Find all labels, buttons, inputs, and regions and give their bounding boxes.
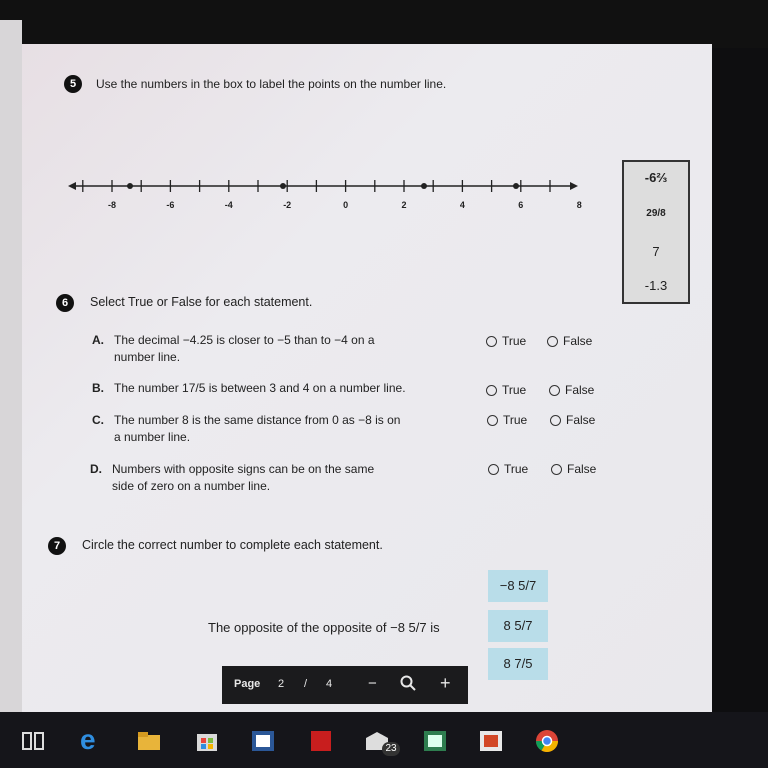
radio-icon bbox=[486, 385, 497, 396]
radio-icon bbox=[547, 336, 558, 347]
choice-3[interactable]: 8 7/5 bbox=[488, 648, 548, 680]
statement-c-false[interactable]: False bbox=[550, 413, 595, 427]
tick-label: 2 bbox=[401, 200, 407, 210]
mail-count-badge: 23 bbox=[382, 742, 400, 756]
search-zoom-icon[interactable] bbox=[400, 675, 416, 694]
page-separator: / bbox=[304, 678, 308, 690]
tick-label: 0 bbox=[343, 200, 349, 210]
store-icon[interactable] bbox=[194, 728, 220, 754]
edge-browser-icon[interactable]: e bbox=[80, 724, 96, 755]
point-4 bbox=[513, 183, 519, 189]
excel-icon[interactable] bbox=[422, 728, 448, 754]
left-arrow bbox=[68, 182, 76, 190]
tick-label: -2 bbox=[283, 200, 292, 210]
page-label: Page bbox=[234, 678, 261, 690]
page-total: 4 bbox=[326, 678, 333, 690]
statement-d-false[interactable]: False bbox=[551, 462, 596, 476]
radio-icon bbox=[487, 415, 498, 426]
statement-a-true[interactable]: True bbox=[486, 334, 526, 348]
box-value-4: -1.3 bbox=[644, 278, 668, 293]
tick-label: 6 bbox=[518, 200, 524, 210]
statement-a: A. The decimal −4.25 is closer to −5 than to −4 on a number line. bbox=[92, 333, 375, 364]
page-current[interactable]: 2 bbox=[278, 678, 285, 690]
word-icon[interactable] bbox=[250, 728, 276, 754]
question-5-prompt: Use the numbers in the box to label the points on the number line. bbox=[96, 77, 447, 91]
number-line-axis bbox=[68, 162, 588, 218]
radio-icon bbox=[486, 336, 497, 347]
box-value-3: 7 bbox=[652, 244, 660, 259]
task-view-icon[interactable] bbox=[20, 728, 46, 754]
number-box bbox=[622, 160, 690, 304]
radio-icon bbox=[488, 464, 499, 475]
question-7-badge: 7 bbox=[48, 537, 66, 555]
question-6-prompt: Select True or False for each statement. bbox=[90, 295, 313, 309]
chrome-icon[interactable] bbox=[534, 728, 560, 754]
worksheet-page bbox=[22, 44, 712, 716]
left-margin-strip bbox=[0, 20, 22, 720]
statement-b-false[interactable]: False bbox=[549, 383, 594, 397]
powerpoint-icon[interactable] bbox=[478, 728, 504, 754]
radio-icon bbox=[549, 385, 560, 396]
statement-a-false[interactable]: False bbox=[547, 334, 592, 348]
statement-b: B. The number 17/5 is between 3 and 4 on a number line. bbox=[92, 381, 406, 395]
question-7-prompt: Circle the correct number to complete each statement. bbox=[82, 538, 383, 552]
question-5-badge: 5 bbox=[64, 75, 82, 93]
page-navigation-bar bbox=[222, 666, 468, 704]
tick-label: -4 bbox=[224, 200, 233, 210]
radio-icon bbox=[551, 464, 562, 475]
question-7-statement: The opposite of the opposite of −8 5/7 is bbox=[208, 620, 440, 635]
radio-icon bbox=[550, 415, 561, 426]
statement-c: C. The number 8 is the same distance from 0 as −8 is on a number line. bbox=[92, 413, 401, 444]
box-value-1: -6⅔ bbox=[644, 170, 668, 185]
tick-label: -6 bbox=[166, 200, 175, 210]
zoom-out-button[interactable]: − bbox=[368, 675, 377, 692]
right-arrow bbox=[570, 182, 578, 190]
red-app-icon[interactable] bbox=[308, 728, 334, 754]
point-2 bbox=[280, 183, 286, 189]
file-explorer-icon[interactable] bbox=[136, 728, 162, 754]
choice-2[interactable]: 8 5/7 bbox=[488, 610, 548, 642]
tick-label: 8 bbox=[576, 200, 582, 210]
question-6-badge: 6 bbox=[56, 294, 74, 312]
zoom-in-button[interactable]: + bbox=[440, 673, 451, 693]
box-value-2: 29/8 bbox=[646, 208, 666, 219]
tick-label: 4 bbox=[459, 200, 465, 210]
monitor-bezel bbox=[0, 0, 768, 48]
statement-d-true[interactable]: True bbox=[488, 462, 528, 476]
point-1 bbox=[127, 183, 133, 189]
tick-label: -8 bbox=[107, 200, 117, 210]
statement-c-true[interactable]: True bbox=[487, 413, 527, 427]
statement-d: D. Numbers with opposite signs can be on the same side of zero on a number line. bbox=[90, 462, 375, 493]
choice-1[interactable]: −8 5/7 bbox=[488, 570, 548, 602]
point-3 bbox=[421, 183, 427, 189]
statement-b-true[interactable]: True bbox=[486, 383, 526, 397]
